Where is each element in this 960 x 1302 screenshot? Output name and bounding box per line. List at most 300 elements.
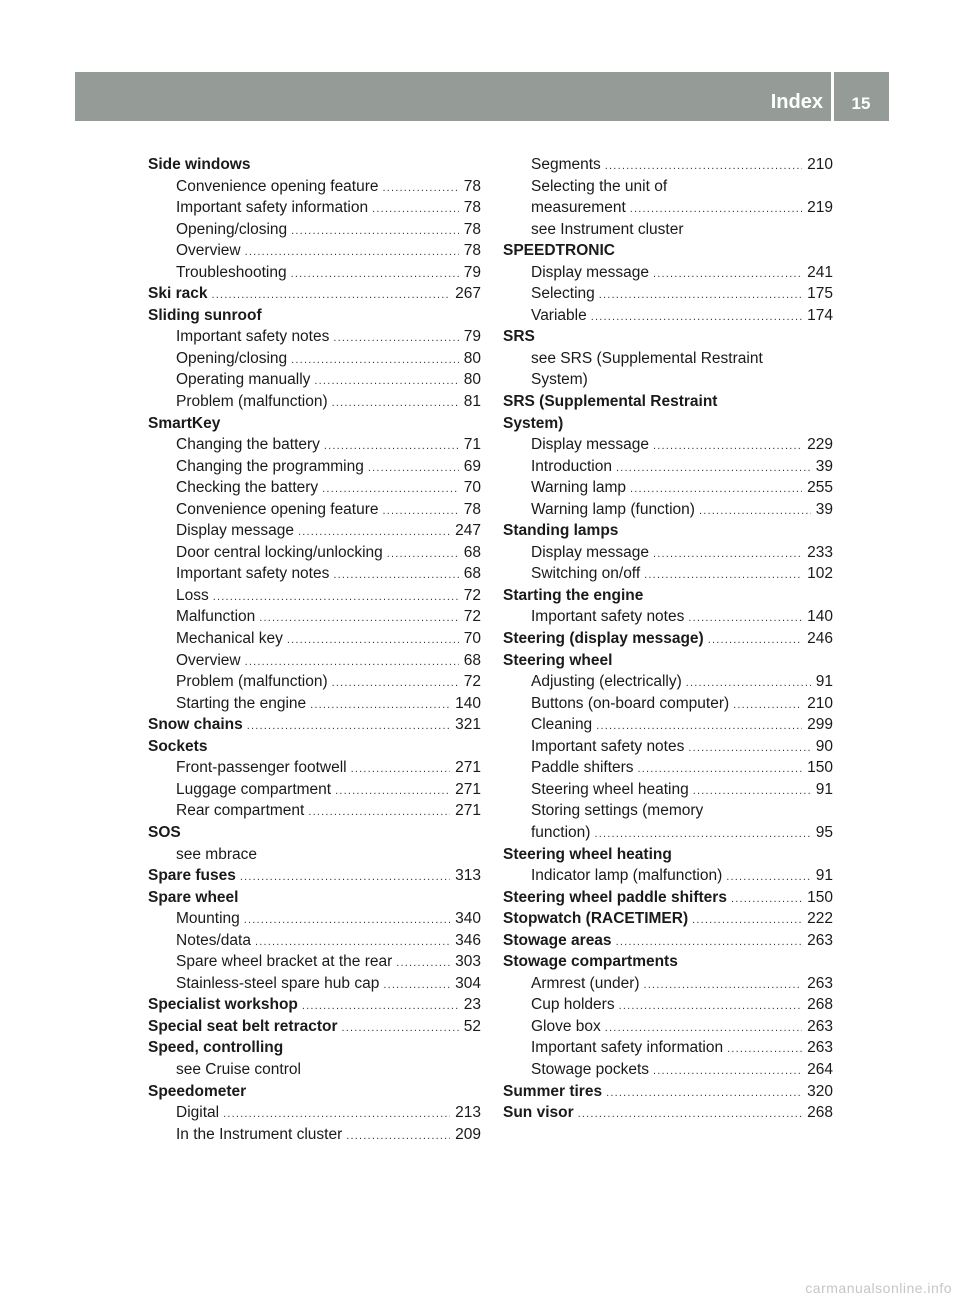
entry-text: Digital <box>176 1104 220 1122</box>
dot-leader <box>322 479 459 501</box>
entry-text: Problem (malfunction) <box>176 393 328 411</box>
index-subentry <box>503 499 833 521</box>
entry-text: Malfunction <box>176 608 256 626</box>
index-subentry <box>503 671 833 693</box>
page-ref: 263 <box>807 1017 833 1035</box>
page-ref: 52 <box>463 1017 481 1035</box>
page-ref: 69 <box>463 457 481 475</box>
entry-text: Specialist workshop <box>148 996 298 1014</box>
dot-leader <box>287 630 459 652</box>
index-subentry <box>148 456 481 478</box>
header-separator <box>831 72 834 121</box>
index-subentry <box>148 1102 481 1124</box>
index-entry <box>503 240 833 262</box>
index-subentry <box>503 1059 833 1081</box>
entry-text: Opening/closing <box>176 349 288 367</box>
dot-leader <box>213 587 459 609</box>
entry-text: Sliding sunroof <box>148 306 262 324</box>
page-ref: 271 <box>455 780 481 798</box>
entry-text: measurement <box>531 199 626 217</box>
index-subentry <box>148 930 481 952</box>
index-entry <box>503 1081 833 1103</box>
index-subentry <box>148 693 481 715</box>
page-ref: 79 <box>463 328 481 346</box>
index-entry <box>503 908 833 930</box>
dot-leader <box>733 695 802 717</box>
index-entry <box>503 628 833 650</box>
entry-text: Display message <box>531 543 650 561</box>
index-subentry <box>503 283 833 305</box>
page-ref: 247 <box>455 522 481 540</box>
index-subentry <box>503 369 833 391</box>
entry-text: System) <box>531 371 588 389</box>
entry-text: Warning lamp (function) <box>531 500 695 518</box>
index-subentry <box>148 197 481 219</box>
dot-leader <box>606 1083 802 1105</box>
entry-text: Standing lamps <box>503 522 619 540</box>
dot-leader <box>644 975 803 997</box>
page-ref: 210 <box>807 156 833 173</box>
dot-leader <box>333 565 458 587</box>
index-entry <box>148 1037 481 1059</box>
entry-text: SmartKey <box>148 414 221 432</box>
index-subentry <box>503 456 833 478</box>
page-ref: 70 <box>463 479 481 497</box>
dot-leader <box>291 264 459 286</box>
dot-leader <box>653 436 802 458</box>
page-ref: 78 <box>463 220 481 238</box>
page-ref: 91 <box>815 780 833 798</box>
index-entry <box>503 585 833 607</box>
dot-leader <box>653 544 802 566</box>
dot-leader <box>332 393 459 415</box>
entry-text: Stowage pockets <box>531 1060 650 1078</box>
index-subentry <box>148 606 481 628</box>
index-subentry <box>503 757 833 779</box>
dot-leader <box>298 522 450 544</box>
entry-text: Selecting <box>531 285 595 303</box>
dot-leader <box>368 458 459 480</box>
page-ref: 71 <box>463 436 481 454</box>
entry-text: Display message <box>531 436 650 454</box>
index-subentry <box>503 994 833 1016</box>
page-ref: 91 <box>815 673 833 691</box>
index-subentry <box>503 736 833 758</box>
page-ref: 213 <box>455 1104 481 1122</box>
dot-leader <box>599 285 802 307</box>
entry-text: Mounting <box>176 910 240 928</box>
index-entry <box>148 736 481 758</box>
index-subentry <box>148 348 481 370</box>
entry-text: In the Instrument cluster <box>176 1125 343 1143</box>
dot-leader <box>727 1039 802 1061</box>
index-subentry <box>503 563 833 585</box>
entry-text: Steering wheel paddle shifters <box>503 888 727 906</box>
page-ref: 263 <box>807 1039 833 1057</box>
dot-leader <box>726 867 811 889</box>
index-subentry <box>148 650 481 672</box>
index-entry <box>148 994 481 1016</box>
page-ref: 222 <box>807 910 833 928</box>
dot-leader <box>351 759 451 781</box>
dot-leader <box>346 1126 450 1148</box>
dot-leader <box>692 910 802 932</box>
page-ref: 68 <box>463 651 481 669</box>
page-ref: 140 <box>455 694 481 712</box>
entry-text: Storing settings (memory <box>531 802 704 820</box>
entry-text: Speedometer <box>148 1082 247 1100</box>
dot-leader <box>342 1018 459 1040</box>
index-subentry <box>503 693 833 715</box>
index-entry <box>148 1081 481 1103</box>
entry-text: Spare wheel bracket at the rear <box>176 953 393 971</box>
page-ref: 303 <box>455 953 481 971</box>
page-ref: 140 <box>807 608 833 626</box>
index-subentry <box>503 779 833 801</box>
entry-text: Glove box <box>531 1017 601 1035</box>
dot-leader <box>383 178 459 200</box>
dot-leader <box>383 975 450 997</box>
dot-leader <box>211 285 450 307</box>
page-ref: 320 <box>807 1082 833 1100</box>
entry-text: Important safety notes <box>176 328 330 346</box>
index-subentry <box>503 606 833 628</box>
index-subentry <box>503 800 833 822</box>
dot-leader <box>605 1018 802 1040</box>
page-ref: 78 <box>463 199 481 217</box>
index-entry <box>148 865 481 887</box>
entry-text: Checking the battery <box>176 479 319 497</box>
dot-leader <box>708 630 802 652</box>
section-title: Index <box>770 91 823 113</box>
entry-text: Front-passenger footwell <box>176 759 347 777</box>
entry-text: Convenience opening feature <box>176 500 379 518</box>
index-subentry <box>503 262 833 284</box>
index-entry <box>503 844 833 866</box>
entry-text: Opening/closing <box>176 220 288 238</box>
entry-text: Speed, controlling <box>148 1039 284 1057</box>
entry-text: Stainless-steel spare hub cap <box>176 974 380 992</box>
dot-leader <box>396 953 450 975</box>
index-entry <box>148 887 481 909</box>
index-subentry <box>503 154 833 176</box>
entry-text: Cup holders <box>531 996 615 1014</box>
entry-text: Important safety notes <box>531 608 685 626</box>
index-subentry <box>148 671 481 693</box>
page-ref: 271 <box>455 759 481 777</box>
dot-leader <box>332 673 459 695</box>
dot-leader <box>653 264 802 286</box>
index-subentry <box>148 542 481 564</box>
dot-leader <box>616 932 803 954</box>
entry-text: Starting the engine <box>503 586 644 604</box>
index-subentry <box>148 757 481 779</box>
entry-text: Stowage compartments <box>503 953 678 971</box>
page-ref: 78 <box>463 500 481 518</box>
index-subentry <box>148 563 481 585</box>
page-ref: 233 <box>807 543 833 561</box>
dot-leader <box>693 781 811 803</box>
dot-leader <box>619 996 803 1018</box>
entry-text: Cleaning <box>531 716 593 734</box>
dot-leader <box>630 479 802 501</box>
index-subentry <box>503 714 833 736</box>
entry-text: SRS <box>503 328 535 346</box>
index-subentry <box>503 822 833 844</box>
index-entry <box>503 930 833 952</box>
dot-leader <box>383 501 459 523</box>
entry-text: Problem (malfunction) <box>176 673 328 691</box>
entry-text: SOS <box>148 823 181 841</box>
index-subentry <box>503 865 833 887</box>
page-ref: 175 <box>807 285 833 303</box>
page-ref: 80 <box>463 349 481 367</box>
page-ref: 268 <box>807 1104 833 1122</box>
entry-text: SPEEDTRONIC <box>503 242 615 260</box>
page-ref: 209 <box>455 1125 481 1143</box>
index-column-left <box>148 154 481 1145</box>
index-subentry <box>148 908 481 930</box>
page-ref: 23 <box>463 996 481 1014</box>
dot-leader <box>630 199 802 221</box>
entry-text: Important safety information <box>176 199 369 217</box>
index-entry <box>503 887 833 909</box>
dot-leader <box>302 996 459 1018</box>
page-ref: 150 <box>807 888 833 906</box>
index-subentry <box>148 1059 481 1081</box>
entry-text: Steering wheel <box>503 651 613 669</box>
page-ref: 241 <box>807 263 833 281</box>
page-ref: 271 <box>455 802 481 820</box>
page-ref: 255 <box>807 479 833 497</box>
page-ref: 78 <box>463 177 481 195</box>
entry-text: Introduction <box>531 457 612 475</box>
page-ref: 91 <box>815 867 833 885</box>
entry-text: Steering (display message) <box>503 630 704 648</box>
page-ref: 95 <box>815 823 833 841</box>
entry-text: Overview <box>176 242 241 260</box>
dot-leader <box>335 781 450 803</box>
page-ref: 72 <box>463 586 481 604</box>
index-subentry <box>148 262 481 284</box>
index-subentry <box>148 369 481 391</box>
page-ref: 304 <box>455 974 481 992</box>
index-subentry <box>148 520 481 542</box>
entry-text: see SRS (Supplemental Restraint <box>531 349 763 367</box>
dot-leader <box>638 759 803 781</box>
entry-text: Important safety notes <box>531 737 685 755</box>
dot-leader <box>594 824 810 846</box>
index-entry <box>148 283 481 305</box>
entry-text: see Cruise control <box>176 1060 301 1078</box>
entry-text: Rear compartment <box>176 802 305 820</box>
entry-text: Indicator lamp (malfunction) <box>531 867 723 885</box>
dot-leader <box>259 608 458 630</box>
page-number: 15 <box>851 94 871 113</box>
entry-text: Special seat belt retractor <box>148 1017 338 1035</box>
index-subentry <box>148 973 481 995</box>
entry-text: Summer tires <box>503 1082 603 1100</box>
entry-text: Sockets <box>148 737 208 755</box>
entry-text: Ski rack <box>148 285 208 303</box>
entry-text: Convenience opening feature <box>176 177 379 195</box>
index-subentry <box>503 1037 833 1059</box>
page-ref: 229 <box>807 436 833 454</box>
entry-text: Mechanical key <box>176 630 283 648</box>
dot-leader <box>245 652 459 674</box>
page-ref: 246 <box>807 630 833 648</box>
index-entry <box>503 413 833 435</box>
page-ref: 79 <box>463 263 481 281</box>
page-ref: 150 <box>807 759 833 777</box>
dot-leader <box>333 328 458 350</box>
page-ref: 70 <box>463 630 481 648</box>
entry-text: Selecting the unit of <box>531 177 668 195</box>
entry-text: Buttons (on-board computer) <box>531 694 730 712</box>
entry-text: Steering wheel heating <box>503 845 672 863</box>
entry-text: Variable <box>531 306 587 324</box>
entry-text: Side windows <box>148 156 251 173</box>
index-entry <box>148 305 481 327</box>
entry-text: Display message <box>531 263 650 281</box>
page-ref: 90 <box>815 737 833 755</box>
page-ref: 80 <box>463 371 481 389</box>
index-entry <box>148 1016 481 1038</box>
entry-text: Luggage compartment <box>176 780 332 798</box>
entry-text: Spare wheel <box>148 888 239 906</box>
index-subentry <box>148 219 481 241</box>
dot-leader <box>223 1104 450 1126</box>
entry-text: Steering wheel heating <box>531 780 689 798</box>
dot-leader <box>291 221 459 243</box>
index-subentry <box>503 305 833 327</box>
entry-text: Important safety information <box>531 1039 724 1057</box>
entry-text: Armrest (under) <box>531 974 640 992</box>
page-ref: 268 <box>807 996 833 1014</box>
entry-text: Door central locking/unlocking <box>176 543 383 561</box>
dot-leader <box>686 673 811 695</box>
index-subentry <box>503 434 833 456</box>
index-subentry <box>148 1124 481 1146</box>
index-subentry <box>148 434 481 456</box>
index-subentry <box>503 219 833 241</box>
dot-leader <box>324 436 459 458</box>
dot-leader <box>310 695 450 717</box>
dot-leader <box>255 932 450 954</box>
page-ref: 219 <box>807 199 833 217</box>
index-entry <box>148 154 481 176</box>
dot-leader <box>688 608 802 630</box>
index-entry <box>503 326 833 348</box>
entry-text: Operating manually <box>176 371 311 389</box>
index-entry <box>148 413 481 435</box>
entry-text: Changing the battery <box>176 436 320 454</box>
page-ref: 313 <box>455 867 481 885</box>
entry-text: SRS (Supplemental Restraint <box>503 393 718 411</box>
dot-leader <box>245 242 459 264</box>
index-subentry <box>148 326 481 348</box>
entry-text: Segments <box>531 156 601 173</box>
dot-leader <box>644 565 802 587</box>
index-subentry <box>503 348 833 370</box>
dot-leader <box>314 371 458 393</box>
dot-leader <box>731 889 802 911</box>
entry-text: Notes/data <box>176 931 251 949</box>
dot-leader <box>372 199 459 221</box>
index-subentry <box>503 176 833 198</box>
index-entry <box>503 951 833 973</box>
entry-text: Switching on/off <box>531 565 641 583</box>
page-ref: 340 <box>455 910 481 928</box>
index-subentry <box>503 197 833 219</box>
page-ref: 299 <box>807 716 833 734</box>
index-subentry <box>503 542 833 564</box>
page-ref: 78 <box>463 242 481 260</box>
index-subentry <box>148 628 481 650</box>
page-ref: 39 <box>815 500 833 518</box>
entry-text: function) <box>531 823 591 841</box>
index-entry <box>503 520 833 542</box>
index-subentry <box>148 779 481 801</box>
entry-text: Starting the engine <box>176 694 307 712</box>
entry-text: Troubleshooting <box>176 263 287 281</box>
dot-leader <box>387 544 459 566</box>
page-ref: 68 <box>463 565 481 583</box>
index-subentry <box>148 844 481 866</box>
entry-text: Spare fuses <box>148 867 236 885</box>
index-column-right <box>503 154 833 1124</box>
dot-leader <box>688 738 810 760</box>
page-ref: 68 <box>463 543 481 561</box>
entry-text: Adjusting (electrically) <box>531 673 682 691</box>
index-subentry <box>148 477 481 499</box>
page-ref: 264 <box>807 1060 833 1078</box>
index-subentry <box>503 1016 833 1038</box>
entry-text: Sun visor <box>503 1104 574 1122</box>
index-subentry <box>503 477 833 499</box>
page-ref: 174 <box>807 306 833 324</box>
entry-text: Display message <box>176 522 295 540</box>
entry-text: see mbrace <box>176 845 257 863</box>
index-subentry <box>503 973 833 995</box>
dot-leader <box>605 156 802 178</box>
dot-leader <box>244 910 450 932</box>
entry-text: Stopwatch (RACETIMER) <box>503 910 689 928</box>
index-entry <box>503 650 833 672</box>
page-ref: 267 <box>455 285 481 303</box>
index-entry <box>503 1102 833 1124</box>
entry-text: Changing the programming <box>176 457 364 475</box>
dot-leader <box>247 716 450 738</box>
index-subentry <box>148 240 481 262</box>
page-ref: 102 <box>807 565 833 583</box>
page-ref: 210 <box>807 694 833 712</box>
dot-leader <box>308 802 450 824</box>
watermark: carmanualsonline.info <box>805 1280 952 1296</box>
dot-leader <box>578 1104 802 1126</box>
dot-leader <box>616 458 811 480</box>
index-entry <box>148 822 481 844</box>
dot-leader <box>591 307 802 329</box>
entry-text: see Instrument cluster <box>531 220 684 238</box>
index-subentry <box>148 800 481 822</box>
page-ref: 72 <box>463 608 481 626</box>
entry-text: Snow chains <box>148 716 243 734</box>
page-ref: 321 <box>455 716 481 734</box>
entry-text: Stowage areas <box>503 931 612 949</box>
dot-leader <box>653 1061 802 1083</box>
index-entry <box>503 391 833 413</box>
